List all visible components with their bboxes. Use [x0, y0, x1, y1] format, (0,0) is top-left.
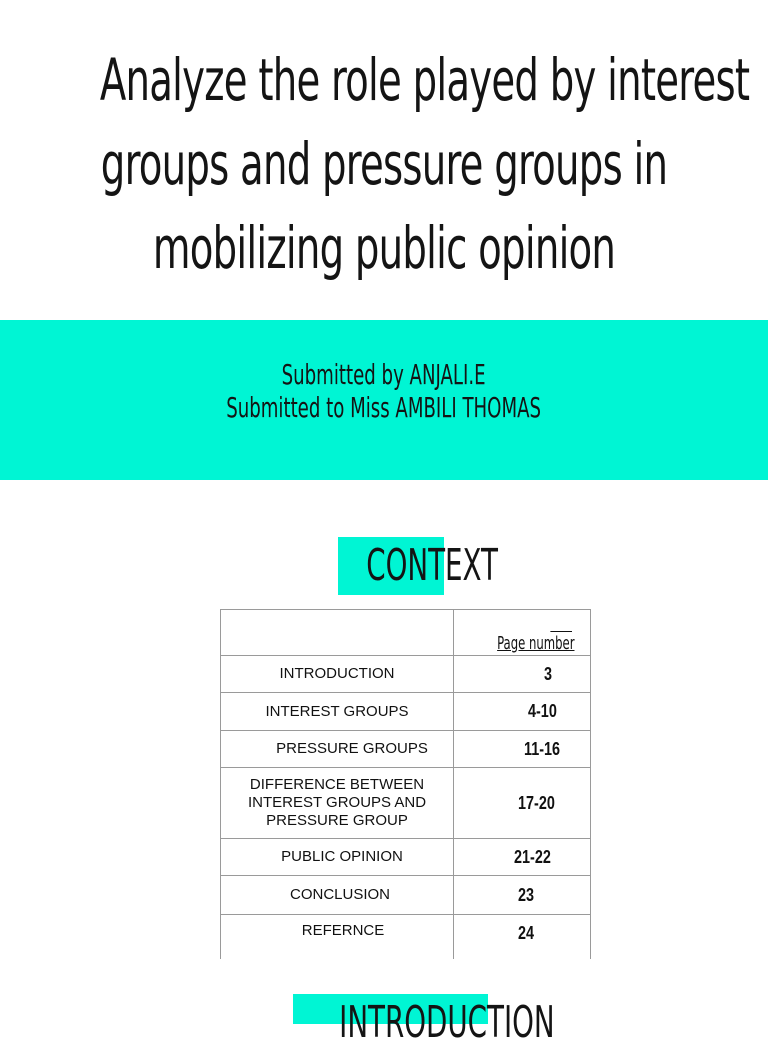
toc-pages-text: 11-16	[524, 738, 561, 759]
page-number-header	[454, 610, 591, 656]
introduction-heading-text: INTRODUCTION	[339, 997, 555, 1048]
toc-pages	[454, 731, 591, 768]
toc-pages-text: 17-20	[518, 792, 555, 813]
submitted-by: Submitted by ANJALI.E	[282, 358, 486, 391]
toc-topic: INTRODUCTION	[221, 656, 454, 693]
toc-pages-text: 3	[544, 663, 553, 684]
table-row	[221, 876, 591, 915]
contents-table	[220, 609, 591, 959]
toc-pages	[454, 656, 591, 693]
title-line: mobilizing public opinion	[152, 214, 616, 282]
table-header-row	[221, 610, 591, 656]
page-number-label: Page number	[496, 632, 574, 654]
toc-pages-text: 24	[518, 923, 535, 943]
toc-topic: DIFFERENCE BETWEEN INTEREST GROUPS AND PRESSURE GROUP	[221, 768, 454, 839]
toc-topic: REFERNCE	[221, 915, 454, 959]
title-line: groups and pressure groups in	[100, 130, 668, 198]
toc-pages	[454, 915, 591, 959]
toc-pages	[454, 693, 591, 731]
context-heading-text: CONTEXT	[366, 540, 498, 591]
toc-pages-text: 4-10	[528, 701, 557, 721]
title-line: Analyze the role played by interest	[99, 46, 750, 114]
table-header-empty	[221, 610, 454, 656]
table-row	[221, 839, 591, 876]
toc-topic: INTEREST GROUPS	[221, 693, 454, 731]
table-row	[221, 915, 591, 959]
toc-topic: PRESSURE GROUPS	[221, 731, 454, 768]
table-row	[221, 731, 591, 768]
toc-pages-text: 23	[518, 884, 535, 905]
introduction-heading	[293, 994, 555, 1048]
submitted-to: Submitted to Miss AMBILI THOMAS	[226, 391, 542, 424]
table-row	[221, 693, 591, 731]
context-heading	[338, 537, 498, 595]
document-title	[0, 38, 768, 290]
table-row	[221, 656, 591, 693]
toc-pages	[454, 876, 591, 915]
toc-topic: CONCLUSION	[221, 876, 454, 915]
toc-topic: PUBLIC OPINION	[221, 839, 454, 876]
toc-pages-text: 21-22	[514, 846, 551, 867]
toc-pages	[454, 839, 591, 876]
toc-pages	[454, 768, 591, 839]
table-row	[221, 768, 591, 839]
